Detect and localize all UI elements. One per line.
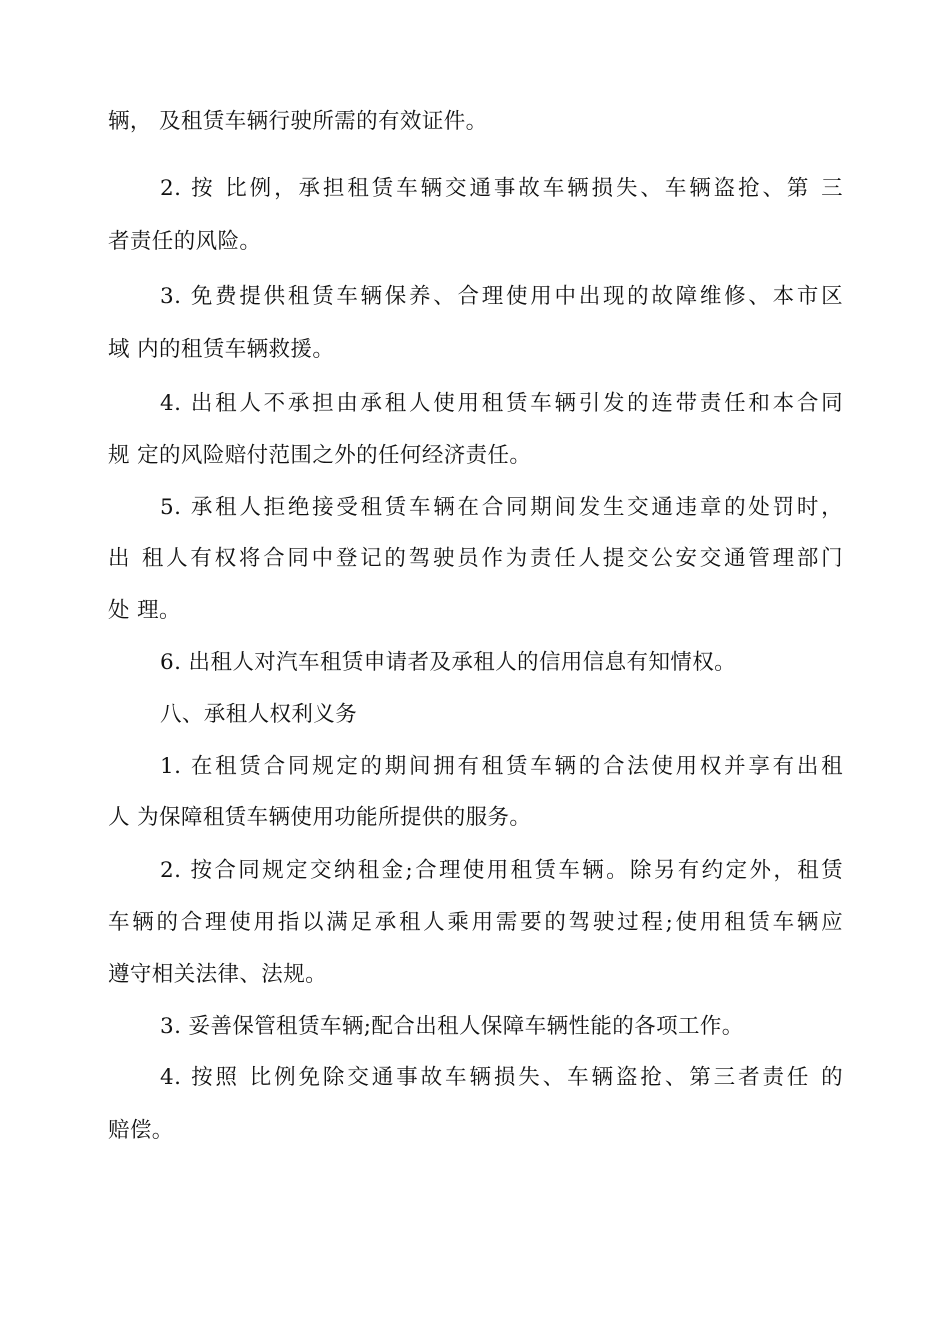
clause-2-line-2: 者责任的风险。: [108, 229, 262, 254]
clause-5-line-1: 5. 承租人拒绝接受租赁车辆在合同期间发生交通违章的处罚时，: [160, 495, 843, 520]
clause-5-line-3: 处 理。: [108, 598, 181, 623]
right-3-line-1: 3. 妥善保管租赁车辆;配合出租人保障车辆性能的各项工作。: [160, 1014, 744, 1039]
section-heading: 八、承租人权利义务: [160, 702, 358, 727]
right-1-line-2: 人 为保障租赁车辆使用功能所提供的服务。: [108, 805, 532, 830]
clause-5-line-2: 出 租人有权将合同中登记的驾驶员作为责任人提交公安交通管理部门: [108, 546, 843, 571]
clause-6-line-1: 6. 出租人对汽车租赁申请者及承租人的信用信息有知情权。: [160, 650, 737, 675]
clause-2-line-1: 2. 按 比例，承担租赁车辆交通事故车辆损失、车辆盗抢、第 三: [160, 176, 843, 201]
right-2-line-3: 遵守相关法律、法规。: [108, 962, 328, 987]
right-2-line-1: 2. 按合同规定交纳租金;合理使用租赁车辆。除另有约定外，租赁: [160, 858, 843, 883]
right-4-line-2: 赔偿。: [108, 1118, 174, 1143]
right-4-line-1: 4. 按照 比例免除交通事故车辆损失、车辆盗抢、第三者责任 的: [160, 1065, 843, 1090]
clause-3-line-2: 域 内的租赁车辆救援。: [108, 337, 335, 362]
clause-4-line-2: 规 定的风险赔付范围之外的任何经济责任。: [108, 443, 532, 468]
text-line-continuation: 辆， 及租赁车辆行驶所需的有效证件。: [108, 109, 488, 134]
right-1-line-1: 1. 在租赁合同规定的期间拥有租赁车辆的合法使用权并享有出租: [160, 754, 843, 779]
right-2-line-2: 车辆的合理使用指以满足承租人乘用需要的驾驶过程;使用租赁车辆应: [108, 910, 843, 935]
clause-3-line-1: 3. 免费提供租赁车辆保养、合理使用中出现的故障维修、本市区: [160, 284, 843, 309]
clause-4-line-1: 4. 出租人不承担由承租人使用租赁车辆引发的连带责任和本合同: [160, 391, 843, 416]
